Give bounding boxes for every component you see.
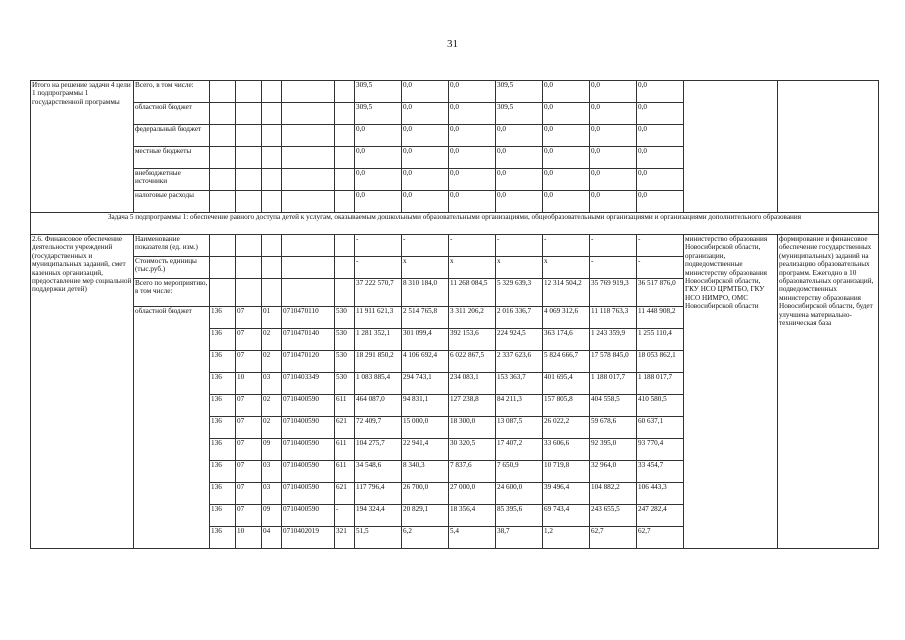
vr-code: 530	[335, 329, 355, 351]
csr-code: 0710400590	[282, 395, 335, 417]
amount-cell: 106 443,3	[637, 483, 684, 505]
vr-code: 530	[335, 373, 355, 395]
empty-code-cell	[210, 279, 236, 307]
amount-cell: 1 243 359,9	[590, 329, 637, 351]
rz-code: 07	[236, 461, 262, 483]
empty-code-cell	[262, 169, 282, 191]
amount-cell: 26 700,0	[402, 483, 449, 505]
pr-code: 01	[262, 307, 282, 329]
amount-cell: 18 356,4	[449, 505, 496, 527]
pr-code: 09	[262, 505, 282, 527]
empty-code-cell	[210, 103, 236, 125]
empty-code-cell	[262, 147, 282, 169]
amount-cell: 0,0	[449, 103, 496, 125]
rz-code: 10	[236, 527, 262, 549]
empty-code-cell	[335, 235, 355, 257]
amount-cell: 1 083 885,4	[355, 373, 402, 395]
amount-cell: 127 238,8	[449, 395, 496, 417]
amount-cell: 363 174,6	[543, 329, 590, 351]
amount-cell: 5,4	[449, 527, 496, 549]
rz-code: 07	[236, 329, 262, 351]
rz-code: 07	[236, 307, 262, 329]
gr-code: 136	[210, 505, 236, 527]
amount-cell: 0,0	[402, 169, 449, 191]
gr-code: 136	[210, 461, 236, 483]
gr-code: 136	[210, 417, 236, 439]
empty-code-cell	[282, 81, 335, 103]
amount-cell: -	[355, 235, 402, 257]
pr-code: 03	[262, 461, 282, 483]
amount-cell: 13 087,5	[496, 417, 543, 439]
amount-cell: 60 637,1	[637, 417, 684, 439]
empty-code-cell	[262, 235, 282, 257]
amount-cell: 247 282,4	[637, 505, 684, 527]
empty-code-cell	[262, 125, 282, 147]
amount-cell: -	[590, 235, 637, 257]
gr-code: 136	[210, 329, 236, 351]
amount-cell: 69 743,4	[543, 505, 590, 527]
amount-cell: 0,0	[543, 147, 590, 169]
empty-code-cell	[210, 169, 236, 191]
amount-cell: 94 831,1	[402, 395, 449, 417]
amount-cell: 17 407,2	[496, 439, 543, 461]
amount-cell: 30 320,5	[449, 439, 496, 461]
vr-code: 611	[335, 439, 355, 461]
amount-cell: 0,0	[637, 125, 684, 147]
empty-code-cell	[282, 103, 335, 125]
page-number: 31	[447, 38, 458, 50]
amount-cell: 11 448 908,2	[637, 307, 684, 329]
rz-code: 07	[236, 439, 262, 461]
empty-code-cell	[262, 103, 282, 125]
amount-cell: 34 548,6	[355, 461, 402, 483]
amount-cell: 12 314 504,2	[543, 279, 590, 307]
empty-code-cell	[236, 147, 262, 169]
amount-cell: 1 188 017,7	[637, 373, 684, 395]
pr-code: 03	[262, 373, 282, 395]
amount-cell: 8 340,3	[402, 461, 449, 483]
amount-cell: x	[543, 257, 590, 279]
amount-cell: 59 678,6	[590, 417, 637, 439]
rz-code: 07	[236, 417, 262, 439]
vr-code: 621	[335, 417, 355, 439]
amount-cell: 11 268 084,5	[449, 279, 496, 307]
amount-cell: x	[449, 257, 496, 279]
amount-cell: 0,0	[402, 191, 449, 213]
amount-cell: 84 211,3	[496, 395, 543, 417]
amount-cell: 35 769 919,3	[590, 279, 637, 307]
amount-cell: 410 580,5	[637, 395, 684, 417]
amount-cell: 93 770,4	[637, 439, 684, 461]
empty-code-cell	[262, 279, 282, 307]
amount-cell: 0,0	[402, 147, 449, 169]
amount-cell: 1 281 352,1	[355, 329, 402, 351]
empty-code-cell	[282, 169, 335, 191]
empty-code-cell	[282, 125, 335, 147]
amount-cell: 0,0	[496, 147, 543, 169]
amount-cell: 153 363,7	[496, 373, 543, 395]
amount-cell: x	[402, 257, 449, 279]
amount-cell: 72 409,7	[355, 417, 402, 439]
funding-source: внебюджетные источники	[134, 169, 210, 191]
amount-cell: -	[355, 257, 402, 279]
amount-cell: 224 924,5	[496, 329, 543, 351]
amount-cell: 309,5	[355, 81, 402, 103]
pr-code: 02	[262, 329, 282, 351]
amount-cell: 0,0	[355, 125, 402, 147]
amount-cell: 404 558,5	[590, 395, 637, 417]
amount-cell: 62,7	[590, 527, 637, 549]
rz-code: 07	[236, 483, 262, 505]
csr-code: 0710402019	[282, 527, 335, 549]
amount-cell: 6 022 867,5	[449, 351, 496, 373]
task-header: Задача 5 подпрограммы 1: обеспечение равного доступа детей к услугам, оказываемым дошкольными образовательными организациями, общеобразовательными организациями и организациями дополнительного образования	[31, 213, 879, 235]
pr-code: 02	[262, 351, 282, 373]
pr-code: 09	[262, 439, 282, 461]
amount-cell: 1 188 017,7	[590, 373, 637, 395]
empty-code-cell	[282, 147, 335, 169]
amount-cell: 301 099,4	[402, 329, 449, 351]
amount-cell: 0,0	[449, 147, 496, 169]
amount-cell: 0,0	[402, 103, 449, 125]
vr-code: 530	[335, 307, 355, 329]
empty-code-cell	[335, 191, 355, 213]
amount-cell: 0,0	[590, 169, 637, 191]
amount-cell: 0,0	[637, 191, 684, 213]
gr-code: 136	[210, 373, 236, 395]
empty-code-cell	[210, 257, 236, 279]
amount-cell: 92 395,0	[590, 439, 637, 461]
indicator-name: Наименование показателя (ед. изм.)	[134, 235, 210, 257]
amount-cell: 0,0	[449, 81, 496, 103]
amount-cell: 15 000,0	[402, 417, 449, 439]
activity-label: 2.6. Финансовое обеспечение деятельности учреждений (государственных и муниципальных заданий, смет казенных организаций, предоставление мер социальной поддержки детей)	[31, 235, 134, 549]
empty-code-cell	[335, 279, 355, 307]
empty-code-cell	[335, 81, 355, 103]
csr-code: 0710400590	[282, 417, 335, 439]
funding-source: федеральный бюджет	[134, 125, 210, 147]
csr-code: 0710403349	[282, 373, 335, 395]
indicator-name: Всего по мероприятию, в том числе:	[134, 279, 210, 307]
amount-cell: -	[402, 235, 449, 257]
amount-cell: 18 053 862,1	[637, 351, 684, 373]
amount-cell: 243 655,5	[590, 505, 637, 527]
empty-code-cell	[335, 147, 355, 169]
amount-cell: 33 606,6	[543, 439, 590, 461]
amount-cell: 157 805,8	[543, 395, 590, 417]
goal-total-label: Итого на решение задачи 4 цели 1 подпрограммы 1 государственной программы	[31, 81, 134, 213]
gr-code: 136	[210, 351, 236, 373]
empty-code-cell	[236, 257, 262, 279]
executor-cell	[684, 81, 778, 213]
amount-cell: 0,0	[402, 125, 449, 147]
amount-cell: 0,0	[637, 81, 684, 103]
amount-cell: 464 087,0	[355, 395, 402, 417]
amount-cell: 33 454,7	[637, 461, 684, 483]
amount-cell: 38,7	[496, 527, 543, 549]
empty-code-cell	[210, 125, 236, 147]
amount-cell: 0,0	[449, 191, 496, 213]
budget-label: областной бюджет	[134, 307, 210, 549]
amount-cell: 194 324,4	[355, 505, 402, 527]
empty-code-cell	[210, 235, 236, 257]
amount-cell: 6,2	[402, 527, 449, 549]
amount-cell: 20 829,1	[402, 505, 449, 527]
amount-cell: 7 837,6	[449, 461, 496, 483]
gr-code: 136	[210, 483, 236, 505]
empty-code-cell	[236, 279, 262, 307]
csr-code: 0710470120	[282, 351, 335, 373]
amount-cell: x	[496, 257, 543, 279]
amount-cell: -	[590, 257, 637, 279]
vr-code: 611	[335, 395, 355, 417]
empty-code-cell	[236, 81, 262, 103]
amount-cell: 39 496,4	[543, 483, 590, 505]
csr-code: 0710400590	[282, 505, 335, 527]
amount-cell: 4 069 312,6	[543, 307, 590, 329]
empty-code-cell	[236, 103, 262, 125]
amount-cell: 104 275,7	[355, 439, 402, 461]
amount-cell: 0,0	[402, 81, 449, 103]
rz-code: 07	[236, 351, 262, 373]
amount-cell: -	[543, 235, 590, 257]
amount-cell: 17 578 845,0	[590, 351, 637, 373]
empty-code-cell	[282, 235, 335, 257]
amount-cell: 0,0	[543, 103, 590, 125]
amount-cell: 309,5	[496, 103, 543, 125]
amount-cell: 24 600,0	[496, 483, 543, 505]
empty-code-cell	[210, 191, 236, 213]
amount-cell: 294 743,1	[402, 373, 449, 395]
amount-cell: 22 941,4	[402, 439, 449, 461]
amount-cell: 401 695,4	[543, 373, 590, 395]
rz-code: 07	[236, 505, 262, 527]
amount-cell: 11 118 763,3	[590, 307, 637, 329]
amount-cell: 0,0	[355, 169, 402, 191]
amount-cell: 0,0	[543, 125, 590, 147]
rz-code: 07	[236, 395, 262, 417]
amount-cell: 11 911 621,3	[355, 307, 402, 329]
table-row	[31, 81, 879, 103]
amount-cell: 36 517 876,0	[637, 279, 684, 307]
empty-code-cell	[262, 81, 282, 103]
indicator-name: Стоимость единицы (тыс.руб.)	[134, 257, 210, 279]
empty-code-cell	[282, 191, 335, 213]
amount-cell: 26 022,2	[543, 417, 590, 439]
amount-cell: 104 882,2	[590, 483, 637, 505]
amount-cell: 4 106 692,4	[402, 351, 449, 373]
amount-cell: 1 255 110,4	[637, 329, 684, 351]
funding-source: местные бюджеты	[134, 147, 210, 169]
amount-cell: 0,0	[355, 147, 402, 169]
amount-cell: 5 824 666,7	[543, 351, 590, 373]
funding-source: Всего, в том числе:	[134, 81, 210, 103]
vr-code: 321	[335, 527, 355, 549]
gr-code: 136	[210, 527, 236, 549]
empty-code-cell	[236, 191, 262, 213]
budget-table	[30, 80, 879, 549]
amount-cell: 0,0	[590, 191, 637, 213]
pr-code: 03	[262, 483, 282, 505]
amount-cell: 234 083,1	[449, 373, 496, 395]
task-header-row	[31, 213, 879, 235]
amount-cell: 0,0	[449, 125, 496, 147]
empty-code-cell	[236, 169, 262, 191]
pr-code: 02	[262, 417, 282, 439]
rz-code: 10	[236, 373, 262, 395]
amount-cell: 0,0	[543, 191, 590, 213]
amount-cell: 0,0	[637, 103, 684, 125]
amount-cell: -	[637, 257, 684, 279]
vr-code: 530	[335, 351, 355, 373]
gr-code: 136	[210, 439, 236, 461]
csr-code: 0710470110	[282, 307, 335, 329]
gr-code: 136	[210, 307, 236, 329]
amount-cell: 0,0	[637, 147, 684, 169]
amount-cell: 2 337 623,6	[496, 351, 543, 373]
csr-code: 0710470140	[282, 329, 335, 351]
amount-cell: -	[496, 235, 543, 257]
executor-cell: министерство образования Новосибирской области, организации, подведомственные министерству образования Новосибирской области, ГКУ НСО ЦРМТБО, ГКУ НСО НИМРО, ОМС Новосибирской области	[684, 235, 778, 549]
amount-cell: 0,0	[543, 81, 590, 103]
amount-cell: 0,0	[590, 147, 637, 169]
amount-cell: 85 395,6	[496, 505, 543, 527]
empty-code-cell	[210, 147, 236, 169]
empty-code-cell	[262, 191, 282, 213]
empty-code-cell	[335, 125, 355, 147]
amount-cell: 51,5	[355, 527, 402, 549]
amount-cell: 2 514 765,8	[402, 307, 449, 329]
empty-code-cell	[236, 125, 262, 147]
amount-cell: 0,0	[637, 169, 684, 191]
funding-source: областной бюджет	[134, 103, 210, 125]
amount-cell: 18 291 850,2	[355, 351, 402, 373]
amount-cell: 309,5	[496, 81, 543, 103]
amount-cell: 0,0	[496, 125, 543, 147]
funding-source: налоговые расходы	[134, 191, 210, 213]
vr-code: -	[335, 505, 355, 527]
gr-code: 136	[210, 395, 236, 417]
amount-cell: 309,5	[355, 103, 402, 125]
csr-code: 0710400590	[282, 439, 335, 461]
amount-cell: 0,0	[449, 169, 496, 191]
amount-cell: 0,0	[496, 169, 543, 191]
amount-cell: 7 650,9	[496, 461, 543, 483]
amount-cell: 62,7	[637, 527, 684, 549]
amount-cell: -	[449, 235, 496, 257]
amount-cell: 0,0	[590, 125, 637, 147]
amount-cell: 3 311 206,2	[449, 307, 496, 329]
csr-code: 0710400590	[282, 483, 335, 505]
amount-cell: 2 016 336,7	[496, 307, 543, 329]
amount-cell: 8 310 184,0	[402, 279, 449, 307]
amount-cell: 5 329 639,3	[496, 279, 543, 307]
amount-cell: 18 300,0	[449, 417, 496, 439]
amount-cell: 32 964,0	[590, 461, 637, 483]
amount-cell: 0,0	[590, 81, 637, 103]
amount-cell: 37 222 570,7	[355, 279, 402, 307]
amount-cell: 10 719,8	[543, 461, 590, 483]
pr-code: 04	[262, 527, 282, 549]
table-row	[31, 235, 879, 257]
amount-cell: 0,0	[355, 191, 402, 213]
empty-code-cell	[282, 279, 335, 307]
empty-code-cell	[210, 81, 236, 103]
empty-code-cell	[282, 257, 335, 279]
result-cell	[778, 81, 879, 213]
empty-code-cell	[335, 257, 355, 279]
amount-cell: 392 153,6	[449, 329, 496, 351]
amount-cell: -	[637, 235, 684, 257]
amount-cell: 117 796,4	[355, 483, 402, 505]
empty-code-cell	[236, 235, 262, 257]
amount-cell: 0,0	[590, 103, 637, 125]
vr-code: 621	[335, 483, 355, 505]
result-cell: формирование и финансовое обеспечение государственных (муниципальных) заданий на реализацию образовательных программ. Ежегодно в 10 образовательных организаций, подведомственных министерству образования Новосибирской области, будет улучшена материально-техническая база	[778, 235, 879, 549]
amount-cell: 0,0	[543, 169, 590, 191]
amount-cell: 27 000,0	[449, 483, 496, 505]
pr-code: 02	[262, 395, 282, 417]
vr-code: 611	[335, 461, 355, 483]
empty-code-cell	[262, 257, 282, 279]
amount-cell: 1,2	[543, 527, 590, 549]
empty-code-cell	[335, 103, 355, 125]
empty-code-cell	[335, 169, 355, 191]
amount-cell: 0,0	[496, 191, 543, 213]
csr-code: 0710400590	[282, 461, 335, 483]
